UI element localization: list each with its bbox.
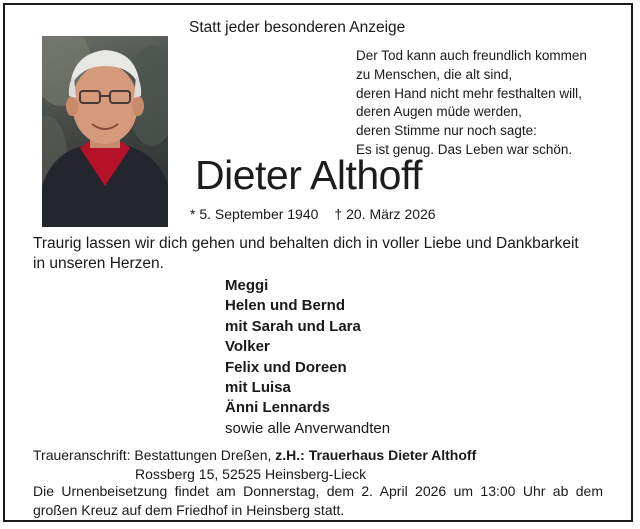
deceased-name: Dieter Althoff [195, 152, 422, 198]
funeral-line-1: Die Urnenbeisetzung findet am Donnerstag, dem 2. April 2026 um 13:00 Uhr ab dem [33, 483, 603, 499]
portrait-illustration [42, 36, 168, 227]
family-member: mit Sarah und Lara [225, 317, 361, 335]
portrait-photo [42, 36, 168, 227]
poem-line: zu Menschen, die alt sind, [356, 66, 513, 82]
address-street: Rossberg 15, 52525 Heinsberg-Lieck [135, 465, 367, 482]
family-member: Meggi [225, 277, 269, 294]
family-member: Volker [225, 338, 270, 356]
mourning-address [33, 446, 476, 483]
address-company: Bestattungen Dreßen, [134, 447, 272, 463]
address-line-1 [33, 446, 476, 465]
intro-line: Traurig lassen wir dich gehen und behalten dich in voller Liebe und Dankbarkeit [33, 235, 579, 252]
poem [356, 47, 587, 160]
funeral-line-2: großen Kreuz auf dem Friedhof in Heinsberg statt. [33, 501, 345, 518]
address-line-2 [33, 465, 476, 484]
intro-text [33, 234, 579, 274]
address-label: Traueranschrift: [33, 447, 131, 463]
poem-line: deren Hand nicht mehr festhalten will, [356, 85, 582, 101]
family-member: Helen und Bernd [225, 297, 346, 315]
notice-header: Statt jeder besonderen Anzeige [189, 19, 406, 36]
family-list [225, 276, 390, 439]
family-member: Felix und Doreen [225, 358, 347, 376]
family-closing: sowie alle Anverwandten [225, 419, 391, 437]
family-member: Änni Lennards [225, 399, 331, 417]
address-attention: z.H.: Trauerhaus Dieter Althoff [275, 447, 477, 463]
poem-line: deren Augen müde werden, [356, 104, 522, 120]
family-member: mit Luisa [225, 379, 291, 397]
poem-line: Der Tod kann auch freundlich kommen [356, 48, 587, 63]
birth-date: * 5. September 1940 [190, 206, 319, 222]
funeral-info [33, 482, 603, 519]
life-dates [190, 206, 436, 222]
poem-line: deren Stimme nur noch sagte: [356, 123, 537, 139]
death-date: † 20. März 2026 [334, 206, 436, 222]
intro-line: in unseren Herzen. [33, 255, 164, 272]
poem-line: Es ist genug. Das Leben war schön. [356, 141, 573, 157]
